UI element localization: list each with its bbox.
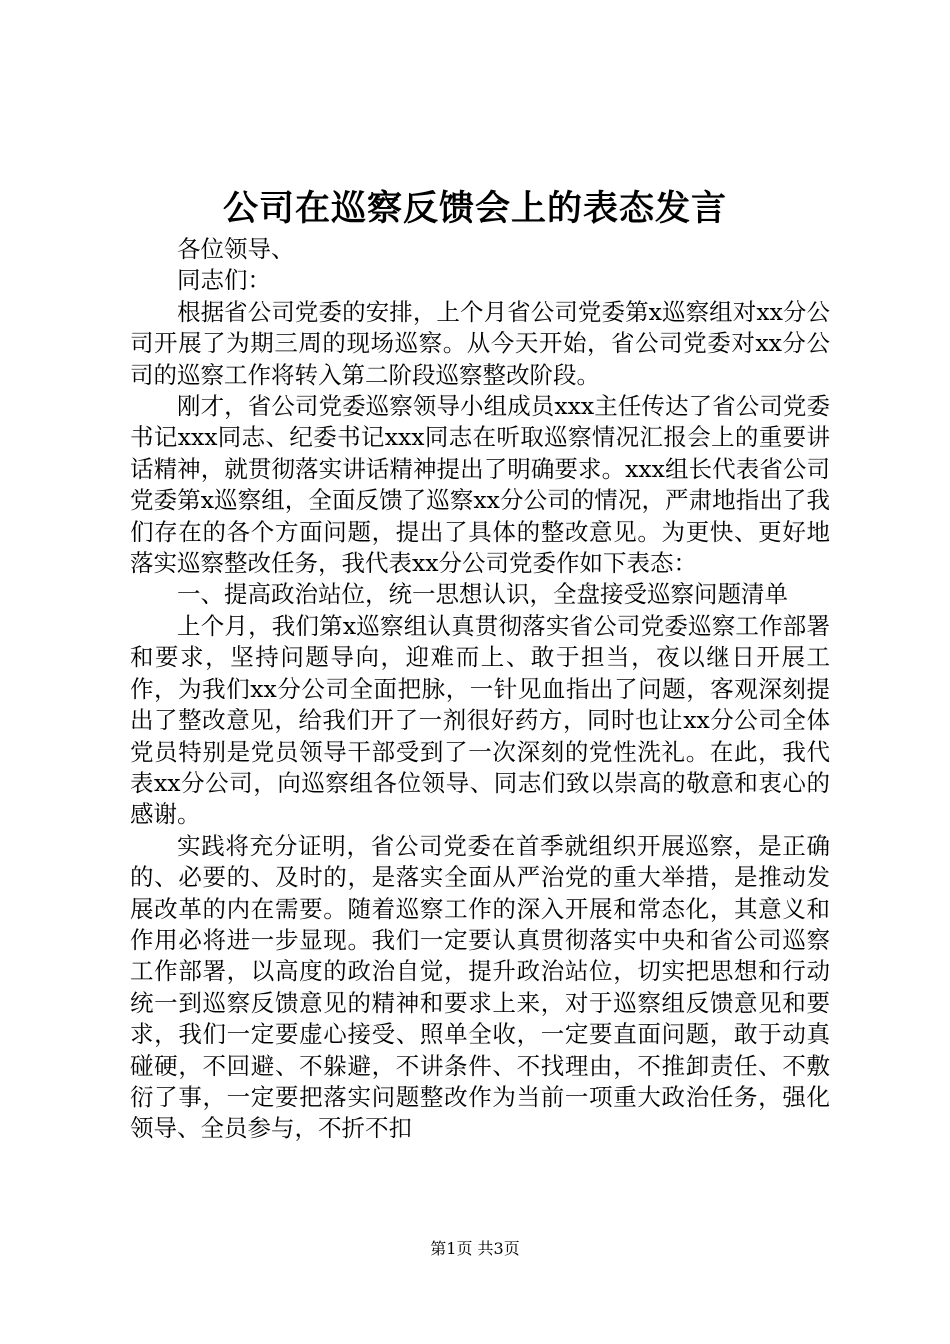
- salutation-line-1: 各位领导、: [177, 235, 295, 263]
- document-title: 公司在巡察反馈会上的表态发言: [222, 188, 727, 229]
- page-number-footer: 第1页 共3页: [430, 1239, 520, 1258]
- body-paragraph: 根据省公司党委的安排，上个月省公司党委第x巡察组对xx分公司开展了为期三周的现场巡察。从今天开始，省公司党委对xx分公司的巡察工作将转入第二阶段巡察整改阶段。: [130, 297, 830, 389]
- body-paragraph: 实践将充分证明，省公司党委在首季就组织开展巡察，是正确的、必要的、及时的，是落实全面从严治党的重大举措，是推动发展改革的内在需要。随着巡察工作的深入开展和常态化，其意义和作用必将进一步显现。我们一定要认真贯彻落实中央和省公司巡察工作部署，以高度的政治自觉，提升政治站位，切实把思想和行动统一到巡察反馈意见的精神和要求上来，对于巡察组反馈意见和要求，我们一定要虚心接受、照单全收，一定要直面问题，敢于动真碰硬，不回避、不躲避，不讲条件、不找理由，不推卸责任、不敷衍了事，一定要把落实问题整改作为当前一项重大政治任务，强化领导、全员参与，不折不扣: [130, 831, 830, 1143]
- section-heading: 一、提高政治站位，统一思想认识，全盘接受巡察问题清单: [177, 580, 788, 609]
- body-paragraph: 刚才，省公司党委巡察领导小组成员xxx主任传达了省公司党委书记xxx同志、纪委书记xxx同志在听取巡察情况汇报会上的重要讲话精神，就贯彻落实讲话精神提出了明确要求。xxx组长代表省公司党委第x巡察组，全面反馈了巡察xx分公司的情况，严肃地指出了我们存在的各个方面问题，提出了具体的整改意见。为更快、更好地落实巡察整改任务，我代表xx分公司党委作如下表态：: [130, 392, 830, 578]
- document-body: [130, 234, 830, 1145]
- body-paragraph: 上个月，我们第x巡察组认真贯彻落实省公司党委巡察工作部署和要求，坚持问题导向，迎难而上、敢于担当，夜以继日开展工作，为我们xx分公司全面把脉，一针见血指出了问题，客观深刻提出了整改意见，给我们开了一剂很好药方，同时也让xx分公司全体党员特别是党员领导干部受到了一次深刻的党性洗礼。在此，我代表xx分公司，向巡察组各位领导、同志们致以崇高的敬意和衷心的感谢。: [130, 611, 830, 829]
- salutation-line-2: 同志们：: [177, 266, 271, 295]
